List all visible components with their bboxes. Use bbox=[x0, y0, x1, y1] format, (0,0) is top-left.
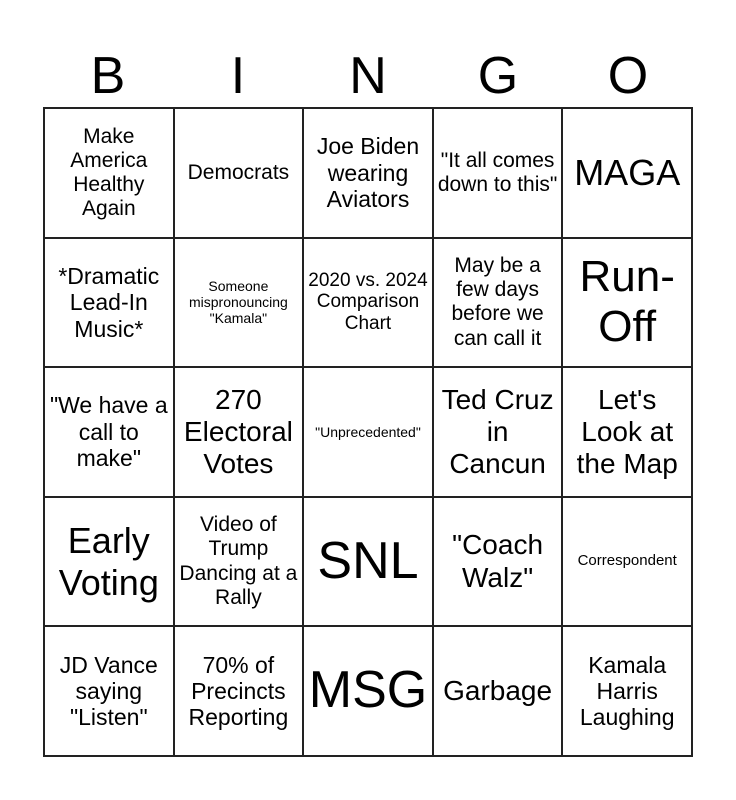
bingo-cell[interactable]: Someone mispronouncing "Kamala" bbox=[174, 238, 304, 368]
bingo-cell[interactable]: Joe Biden wearing Aviators bbox=[303, 108, 433, 238]
bingo-cell[interactable]: MSG bbox=[303, 626, 433, 756]
bingo-cell[interactable]: "It all comes down to this" bbox=[433, 108, 563, 238]
bingo-cell[interactable]: 70% of Precincts Reporting bbox=[174, 626, 304, 756]
bingo-cell[interactable]: Correspondent bbox=[562, 497, 692, 627]
header-letter-b: B bbox=[90, 47, 126, 105]
bingo-cell[interactable]: Early Voting bbox=[44, 497, 174, 627]
bingo-cell[interactable]: Make America Healthy Again bbox=[44, 108, 174, 238]
header-letter-o: O bbox=[607, 47, 649, 105]
bingo-card-grid bbox=[43, 107, 693, 757]
bingo-cell[interactable]: Kamala Harris Laughing bbox=[562, 626, 692, 756]
bingo-header bbox=[43, 44, 693, 108]
bingo-cell[interactable]: Run-Off bbox=[562, 238, 692, 368]
bingo-cell[interactable]: 270 Electoral Votes bbox=[174, 367, 304, 497]
header-letter-g: G bbox=[477, 47, 519, 105]
bingo-cell[interactable]: JD Vance saying "Listen" bbox=[44, 626, 174, 756]
bingo-cell[interactable]: Democrats bbox=[174, 108, 304, 238]
header-letter-i: I bbox=[230, 47, 246, 105]
bingo-cell[interactable]: Let's Look at the Map bbox=[562, 367, 692, 497]
bingo-cell[interactable]: "Unprecedented" bbox=[303, 367, 433, 497]
bingo-cell[interactable]: SNL bbox=[303, 497, 433, 627]
header-letter-n: N bbox=[349, 47, 387, 105]
bingo-cell[interactable]: "We have a call to make" bbox=[44, 367, 174, 497]
bingo-cell[interactable]: *Dramatic Lead-In Music* bbox=[44, 238, 174, 368]
bingo-cell[interactable]: Garbage bbox=[433, 626, 563, 756]
bingo-cell[interactable]: Video of Trump Dancing at a Rally bbox=[174, 497, 304, 627]
bingo-cell[interactable]: MAGA bbox=[562, 108, 692, 238]
bingo-cell[interactable]: "Coach Walz" bbox=[433, 497, 563, 627]
bingo-cell[interactable]: 2020 vs. 2024 Comparison Chart bbox=[303, 238, 433, 368]
bingo-cell[interactable]: May be a few days before we can call it bbox=[433, 238, 563, 368]
bingo-cell[interactable]: Ted Cruz in Cancun bbox=[433, 367, 563, 497]
